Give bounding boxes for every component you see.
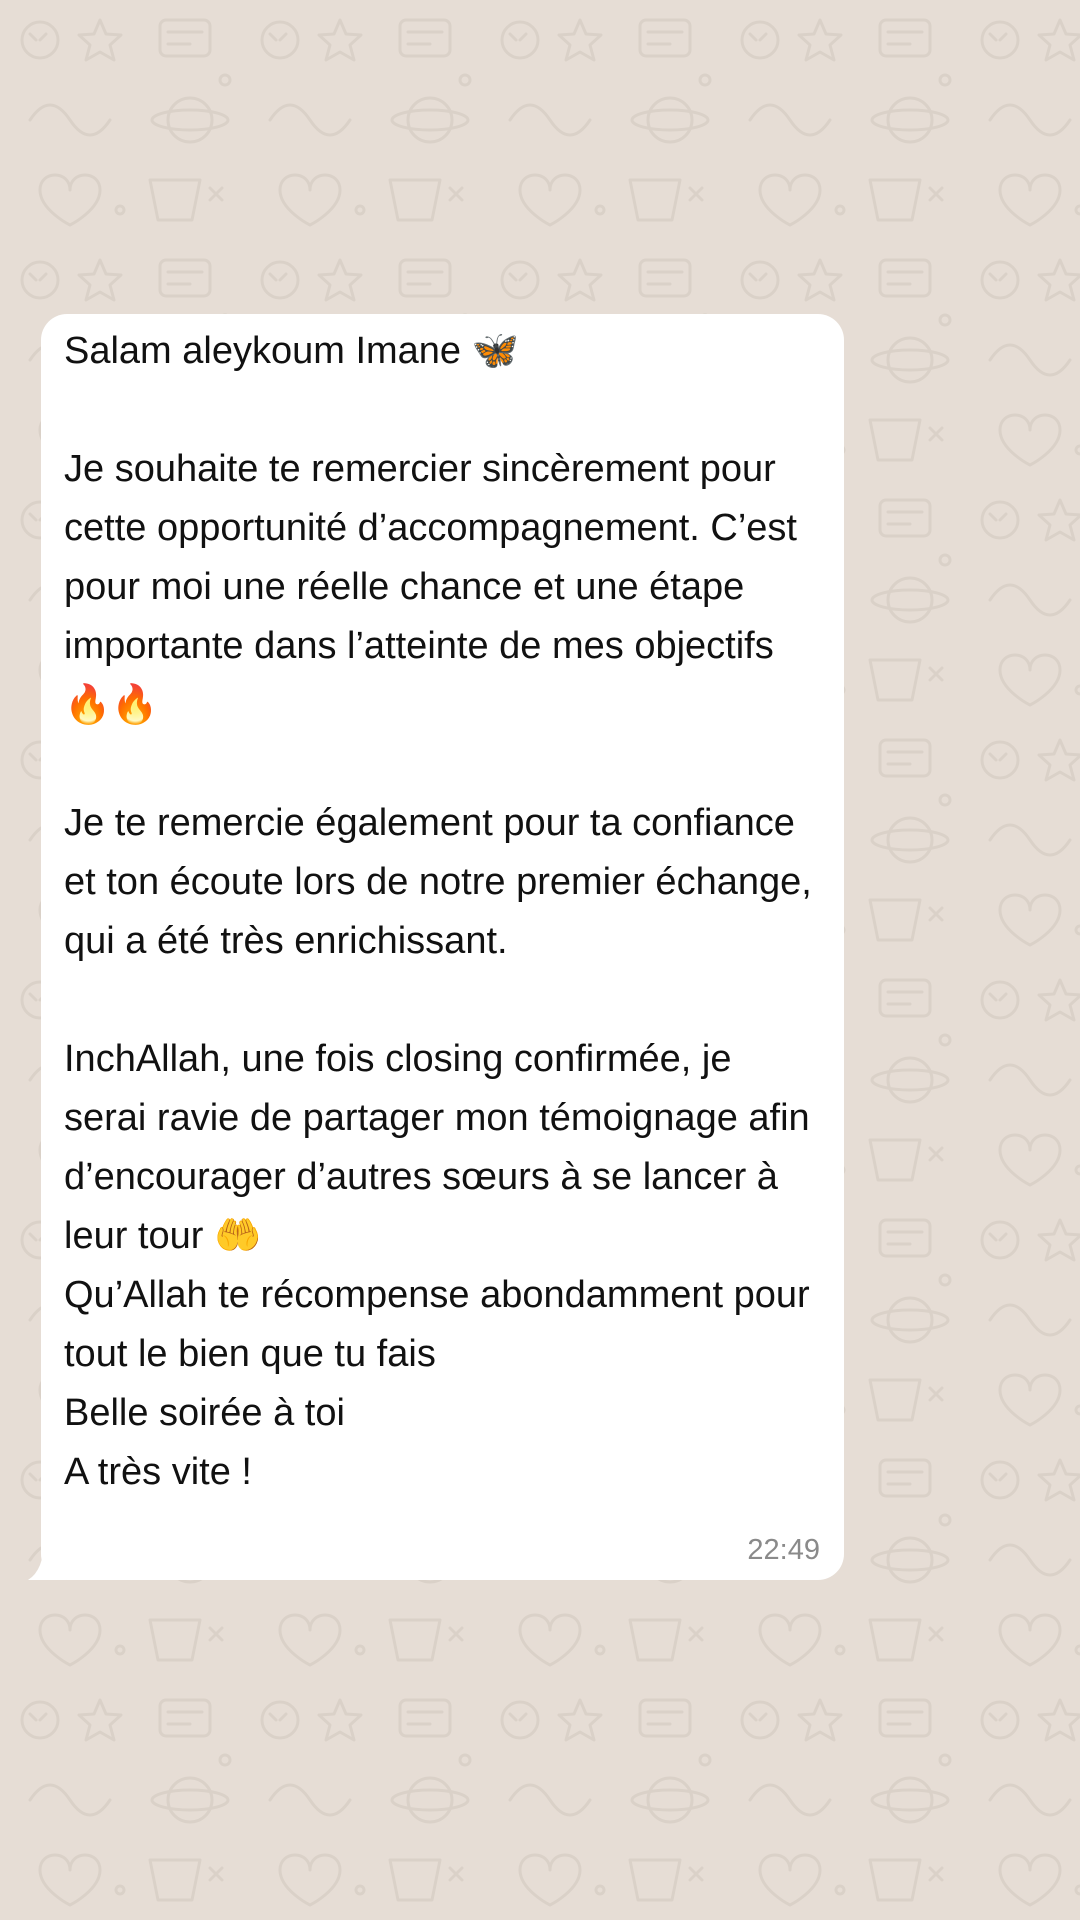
message-timestamp: 22:49 [747,1534,820,1566]
message-text: Salam aleykoum Imane 🦋 Je souhaite te remercier sincèrement pour cette opportunité d’accompagnement. C’est pour moi une réelle chance et une étape importante dans l’atteinte de mes objectifs 🔥🔥 Je te remercie également pour ta confiance et ton écoute lors de notre premier échange, qui a été très enrichissant. InchAllah, une fois closing confirmée, je serai ravie de partager mon témoignage afin d’encourager d’autres sœurs à se lancer à leur tour 🤲 Qu’Allah te récompense abondamment pour tout le bien que tu fais Belle soirée à toi A très vite ! [64,330,812,1493]
